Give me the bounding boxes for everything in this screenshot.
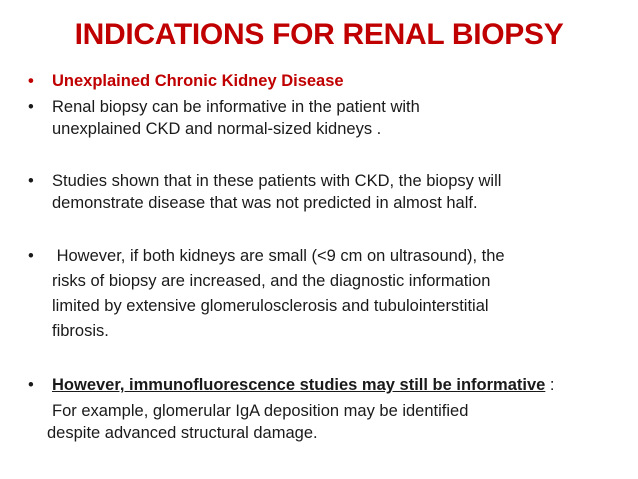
bullet-2-line-2: demonstrate disease that was not predicted in almost half. xyxy=(52,194,478,212)
bullet-glyph: • xyxy=(28,376,34,394)
bullet-2-text-1: Studies shown that in these patients with CKD, the biopsy will xyxy=(52,172,502,190)
bullet-4-line-3: despite advanced structural damage. xyxy=(47,424,318,442)
slide-title: INDICATIONS FOR RENAL BIOPSY xyxy=(74,18,564,51)
bullet-1-line-1 xyxy=(26,96,420,118)
bullet-1-text-1: Renal biopsy can be informative in the patient with xyxy=(52,98,420,116)
heading-bullet-text: Unexplained Chronic Kidney Disease xyxy=(52,72,344,90)
bullet-glyph: • xyxy=(28,72,34,90)
bullet-4-line-1 xyxy=(26,374,555,396)
heading-bullet xyxy=(26,70,344,92)
bullet-4-emphasis: However, immunofluorescence studies may still be informative xyxy=(52,376,546,394)
bullet-3-line-3: limited by extensive glomerulosclerosis and tubulointerstitial xyxy=(52,297,489,315)
bullet-3-line-1 xyxy=(26,245,505,267)
bullet-glyph: • xyxy=(28,247,34,265)
bullet-4-colon: : xyxy=(545,376,555,394)
bullet-glyph: • xyxy=(28,98,34,116)
bullet-3-line-2: risks of biopsy are increased, and the diagnostic information xyxy=(52,272,491,290)
bullet-3-line-4: fibrosis. xyxy=(52,322,109,340)
bullet-3-text-1: However, if both kidneys are small (<9 cm on ultrasound), the xyxy=(52,247,505,265)
bullet-glyph: • xyxy=(28,172,34,190)
bullet-4-line-2: For example, glomerular IgA deposition may be identified xyxy=(52,402,469,420)
bullet-1-line-2: unexplained CKD and normal-sized kidneys . xyxy=(52,120,382,138)
bullet-2-line-1 xyxy=(26,170,501,192)
